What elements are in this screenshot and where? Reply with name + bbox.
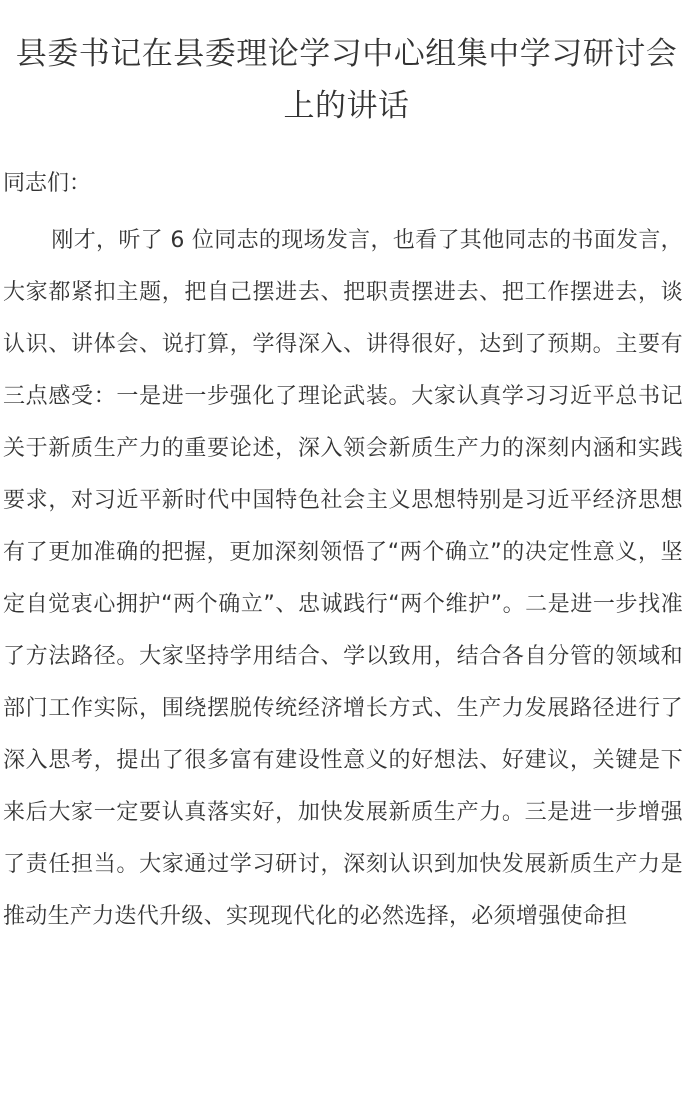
greeting: 同志们： xyxy=(3,171,92,196)
body-paragraph: 刚才，听了 6 位同志的现场发言，也看了其他同志的书面发言，大家都紧扣主题，把自己摆进去、把职责摆进去、把工作摆进去，谈认识、讲体会、说打算，学得深入、讲得很好，达到了预期。主要有三点感受：一是进一步强化了理论武装。大家认真学习习近平总书记关于新质生产力的重要论述，深入领会新质生产力的深刻内涵和实践要求，对习近平新时代中国特色社会主义思想特别是习近平经济思想有了更加准确的把握，更加深刻领悟了“两个确立”的决定性意义，坚定自觉衷心拥护“两个确立”、忠诚践行“两个维护”。二是进一步找准了方法路径。大家坚持学用结合、学以致用，结合各自分管的领域和部门工作实际，围绕摆脱传统经济增长方式、生产力发展路径进行了深入思考，提出了很多富有建设性意义的好想法、好建议，关键是下来后大家一定要认真落实好，加快发展新质生产力。三是进一步增强了责任担当。大家通过学习研讨，深刻认识到加快发展新质生产力是推动生产力迭代升级、实现现代化的必然选择，必须增强使命担 xyxy=(3,228,683,929)
article-title: 县委书记在县委理论学习中心组集中学习研讨会上的讲话 xyxy=(15,36,678,124)
